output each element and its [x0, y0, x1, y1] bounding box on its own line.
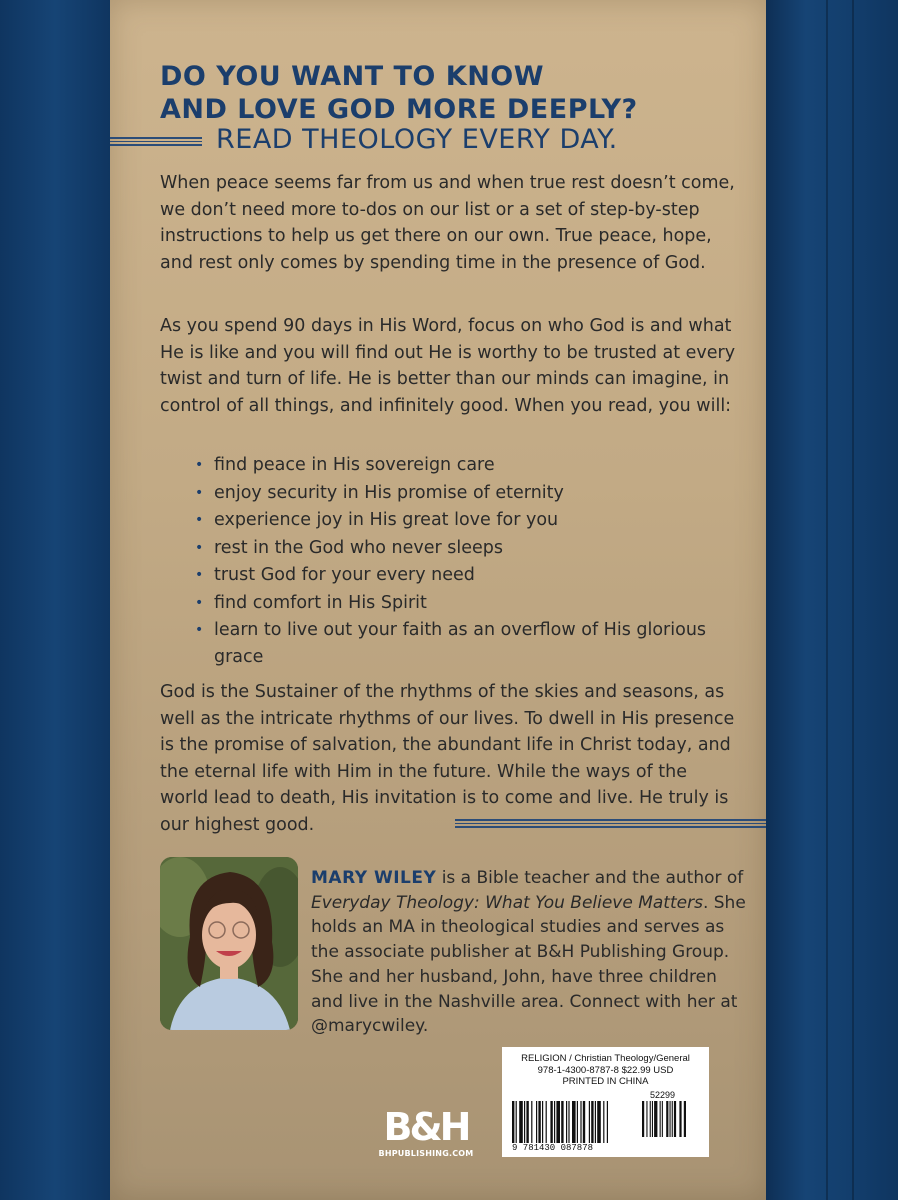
- list-item: [195, 562, 715, 589]
- bullet-icon: •: [195, 567, 204, 583]
- decorative-rule-left: [110, 137, 202, 146]
- list-item-text: find comfort in His Spirit: [214, 592, 427, 613]
- list-item: [195, 480, 715, 507]
- list-item-text: rest in the God who never sleeps: [214, 537, 504, 558]
- publisher-logo: [368, 1107, 484, 1158]
- author-photo: [160, 857, 298, 1030]
- author-portrait-image: [160, 857, 298, 1030]
- hinge-groove: [826, 0, 828, 1200]
- paragraph-ninety-days: As you spend 90 days in His Word, focus on who God is and what He is like and you will find out He is worthy to be trusted at every twist and turn of life. He is better than our minds can imagine, in control of all things, and infinitely good. When you read, you will:: [160, 316, 736, 416]
- barcode-price-code: 52299: [650, 1090, 676, 1100]
- barcode-info: [502, 1053, 709, 1088]
- barcode-bars: [512, 1101, 700, 1143]
- benefits-list: [195, 452, 715, 671]
- headline: [160, 60, 638, 126]
- author-book-title: Everyday Theology: What You Believe Matters: [311, 892, 703, 913]
- list-item: [195, 617, 715, 670]
- bullet-icon: •: [195, 622, 204, 638]
- list-item-text: enjoy security in His promise of eternity: [214, 482, 564, 503]
- list-item-text: experience joy in His great love for you: [214, 510, 559, 530]
- hinge-groove: [852, 0, 854, 1200]
- author-bio-part-1: is a Bible teacher and the author of: [436, 868, 744, 888]
- decorative-rule-right: [455, 819, 766, 828]
- list-item: [195, 452, 715, 479]
- bullet-icon: •: [195, 512, 204, 528]
- list-item: [195, 590, 715, 617]
- barcode-isbn-price: 978-1-4300-8787-8 $22.99 USD: [537, 1064, 674, 1076]
- barcode-category: RELIGION / Christian Theology/General: [521, 1053, 690, 1064]
- headline-line-2: AND LOVE GOD MORE DEEPLY?: [160, 94, 638, 125]
- list-item-text: learn to live out your faith as an overflow of His glorious grace: [214, 620, 707, 667]
- bullet-icon: •: [195, 484, 204, 501]
- list-item-text: find peace in His sovereign care: [214, 455, 495, 475]
- paragraph-intro: When peace seems far from us and when true rest doesn’t come, we don’t need more to-dos on our list or a set of step-by-step instructions to help us get there on our own. True peace, hope, and rest only comes by spending time in the presence of God.: [160, 173, 735, 273]
- bullet-icon: •: [195, 457, 204, 473]
- bullet-icon: •: [195, 539, 204, 556]
- right-cloth-binding: [766, 0, 898, 1200]
- list-item: [195, 507, 715, 534]
- list-item-text: trust God for your every need: [214, 565, 475, 585]
- author-bio-part-2: . She holds an MA in theological studies and serves as the associate publisher at B&H Publishing Group. She and her husband, John, have three children and live in the Nashville area. Connect with her at @marycwiley.: [311, 892, 746, 1037]
- left-cloth-binding: [0, 0, 110, 1200]
- paragraph-sustainer: God is the Sustainer of the rhythms of the skies and seasons, as well as the intricate rhythms of our lives. To dwell in His presence is the promise of salvation, the abundant life in Christ today, and the eternal life with Him in the future. While the ways of the world lead to death, His invitation is to come and live. He truly is our highest good.: [160, 682, 735, 835]
- author-bio: [311, 866, 751, 1039]
- barcode-printed-in: PRINTED IN CHINA: [562, 1076, 649, 1087]
- bullet-icon: •: [195, 594, 204, 611]
- author-name: MARY WILEY: [311, 868, 437, 888]
- subheadline: READ THEOLOGY EVERY DAY.: [216, 124, 618, 155]
- list-item: [195, 535, 715, 562]
- headline-line-1: DO YOU WANT TO KNOW: [160, 61, 545, 92]
- barcode-digits: 9 781430 087878: [512, 1143, 594, 1153]
- barcode-label: [502, 1047, 709, 1157]
- bh-logo-mark: B&H: [383, 1105, 469, 1149]
- publisher-website: BHPUBLISHING.COM: [378, 1149, 474, 1158]
